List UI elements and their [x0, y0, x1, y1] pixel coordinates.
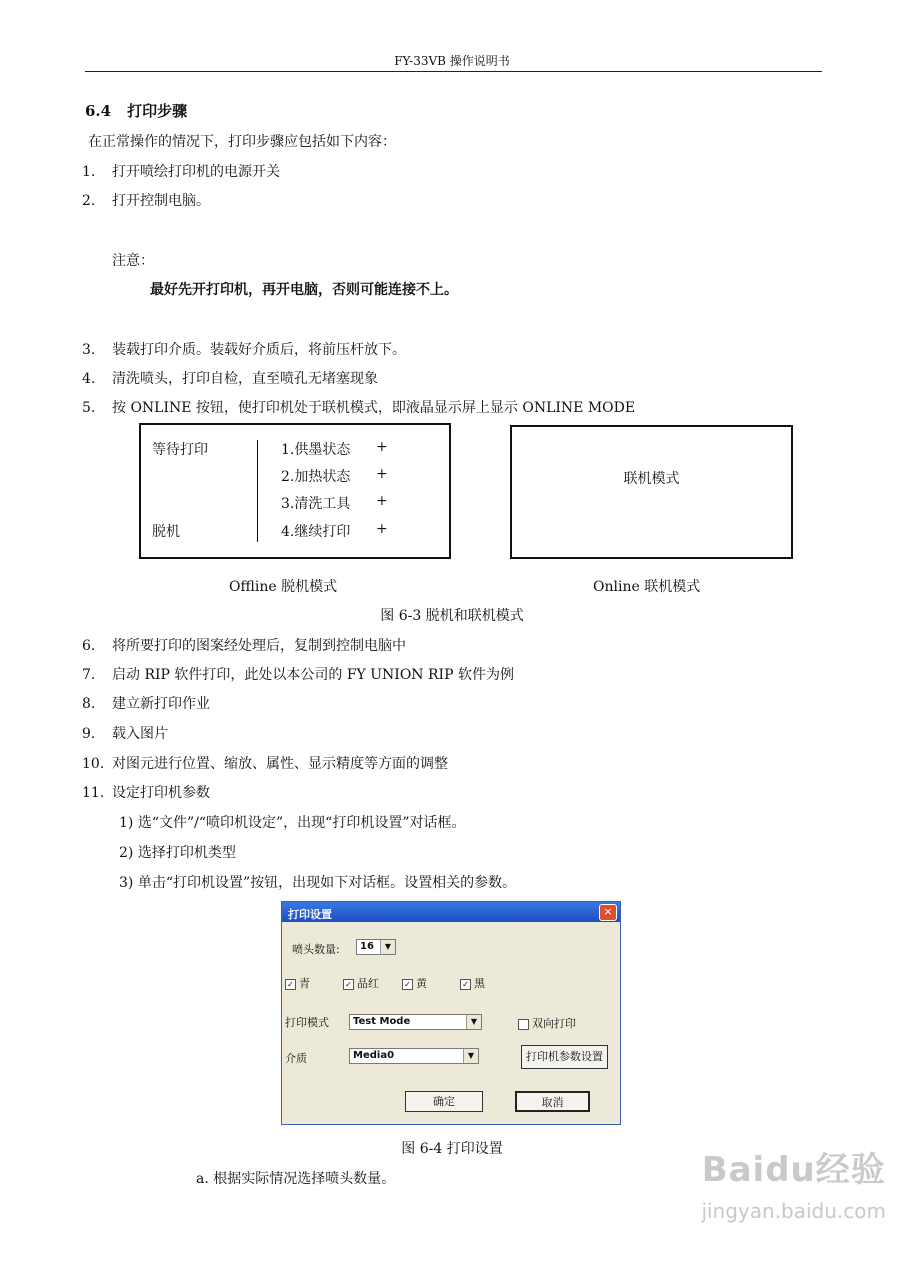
chevron-down-icon: ▼	[380, 940, 395, 954]
section-number: 6.4	[85, 102, 112, 120]
print-mode-value: Test Mode	[353, 1016, 411, 1027]
plus-mark: +	[376, 439, 388, 455]
checkbox-icon: ✓	[402, 979, 413, 990]
step-item	[82, 693, 210, 713]
step-number: 4.	[82, 371, 96, 387]
ok-button[interactable]: 确定	[405, 1091, 483, 1112]
note-label: 注意：	[112, 253, 154, 269]
dialog-titlebar	[282, 902, 620, 922]
color-checkbox-magenta[interactable]	[343, 975, 379, 991]
color-label: 黄	[416, 977, 427, 990]
step-text: 载入图片	[112, 726, 168, 742]
step-item	[82, 397, 635, 417]
step-text: 启动 RIP 软件打印，此处以本公司的 FY UNION RIP 软件为例	[112, 667, 514, 683]
dialog-title: 打印设置	[288, 908, 332, 921]
header-rule	[85, 71, 822, 72]
heads-value: 16	[360, 941, 374, 952]
step-text: 装载打印介质。装载好介质后，将前压杆放下。	[112, 342, 406, 358]
intro-text: 在正常操作的情况下，打印步骤应包括如下内容：	[88, 134, 396, 150]
step-text: 设定打印机参数	[112, 785, 210, 801]
step-number: 7.	[82, 667, 96, 683]
offline-menu-item: 4.继续打印	[281, 524, 351, 540]
figure-caption: 图 6-4 打印设置	[401, 1141, 503, 1157]
section-title-text: 打印步骤	[127, 102, 188, 120]
step-number: 1.	[82, 164, 96, 180]
step-number: 3.	[82, 342, 96, 358]
step-text: 将所要打印的图案经处理后，复制到控制电脑中	[112, 638, 406, 654]
step-item	[82, 339, 406, 359]
offline-panel-divider	[257, 440, 258, 542]
online-caption: Online 联机模式	[593, 579, 701, 595]
checkbox-icon: ✓	[343, 979, 354, 990]
media-value: Media0	[353, 1050, 395, 1061]
note-text: 最好先开打印机，再开电脑，否则可能连接不上。	[150, 282, 458, 298]
print-mode-select[interactable]	[349, 1014, 482, 1030]
substep-item: 2) 选择打印机类型	[119, 845, 236, 861]
substep-item: 1) 选“文件”/“喷印机设定”，出现“打印机设置”对话框。	[119, 815, 466, 831]
step-text: 清洗喷头，打印自检，直至喷孔无堵塞现象	[112, 371, 378, 387]
step-number: 5.	[82, 400, 96, 416]
step-item	[82, 368, 378, 388]
step-item	[82, 635, 406, 655]
heads-select[interactable]	[356, 939, 396, 955]
close-icon[interactable]: ×	[599, 904, 617, 921]
step-text: 打开喷绘打印机的电源开关	[112, 164, 280, 180]
printer-params-button[interactable]: 打印机参数设置	[521, 1045, 608, 1069]
chevron-down-icon: ▼	[466, 1015, 481, 1029]
plus-mark: +	[376, 521, 388, 537]
step-number: 2.	[82, 193, 96, 209]
figure-caption: 图 6-3 脱机和联机模式	[380, 608, 524, 624]
media-label: 介质	[285, 1052, 307, 1065]
section-title	[85, 100, 187, 121]
page-header: FY-33VB 操作说明书	[394, 54, 510, 68]
step-number: 8.	[82, 696, 96, 712]
step-item	[82, 161, 280, 181]
plus-mark: +	[376, 493, 388, 509]
print-settings-dialog	[281, 901, 621, 1125]
offline-menu-item: 3.清洗工具	[281, 496, 351, 512]
plus-mark: +	[376, 466, 388, 482]
step-number: 6.	[82, 638, 96, 654]
color-label: 青	[299, 977, 310, 990]
step-text: 建立新打印作业	[112, 696, 210, 712]
step-item	[82, 190, 210, 210]
step-number: 10.	[82, 756, 105, 772]
step-number: 9.	[82, 726, 96, 742]
step-text: 对图元进行位置、缩放、属性、显示精度等方面的调整	[112, 756, 448, 772]
offline-status-label: 脱机	[152, 524, 180, 540]
step-item	[82, 753, 448, 773]
chevron-down-icon: ▼	[463, 1049, 478, 1063]
color-checkbox-cyan[interactable]	[285, 975, 310, 991]
bidirectional-label: 双向打印	[532, 1017, 576, 1030]
substep-item: 3) 单击“打印机设置”按钮，出现如下对话框。设置相关的参数。	[119, 875, 517, 891]
heads-label: 喷头数量:	[292, 943, 340, 956]
color-checkbox-yellow[interactable]	[402, 975, 427, 991]
bidirectional-checkbox[interactable]	[518, 1015, 576, 1031]
checkbox-icon	[518, 1019, 529, 1030]
color-checkbox-black[interactable]	[460, 975, 485, 991]
offline-status-wait: 等待打印	[152, 442, 208, 458]
offline-menu-item: 1.供墨状态	[281, 442, 351, 458]
watermark-url: jingyan.baidu.com	[701, 1199, 886, 1223]
step-item	[82, 664, 514, 684]
step-item	[82, 782, 210, 802]
step-text: 按 ONLINE 按钮，使打印机处于联机模式，即液晶显示屏上显示 ONLINE MODE	[112, 400, 636, 416]
offline-caption: Offline 脱机模式	[229, 579, 338, 595]
step-item	[82, 723, 168, 743]
checkbox-icon: ✓	[285, 979, 296, 990]
step-number: 11.	[82, 785, 105, 801]
step-text: 打开控制电脑。	[112, 193, 210, 209]
media-select[interactable]	[349, 1048, 479, 1064]
watermark	[701, 1142, 886, 1223]
color-label: 品红	[357, 977, 379, 990]
color-label: 黑	[474, 977, 485, 990]
checkbox-icon: ✓	[460, 979, 471, 990]
cancel-button[interactable]: 取消	[515, 1091, 590, 1112]
offline-menu-item: 2.加热状态	[281, 469, 351, 485]
list-item-a: a. 根据实际情况选择喷头数量。	[196, 1171, 396, 1187]
online-panel	[510, 425, 793, 559]
watermark-logo: Baidu经验	[701, 1150, 886, 1190]
online-panel-text: 联机模式	[623, 471, 680, 487]
print-mode-label: 打印模式	[285, 1016, 329, 1029]
